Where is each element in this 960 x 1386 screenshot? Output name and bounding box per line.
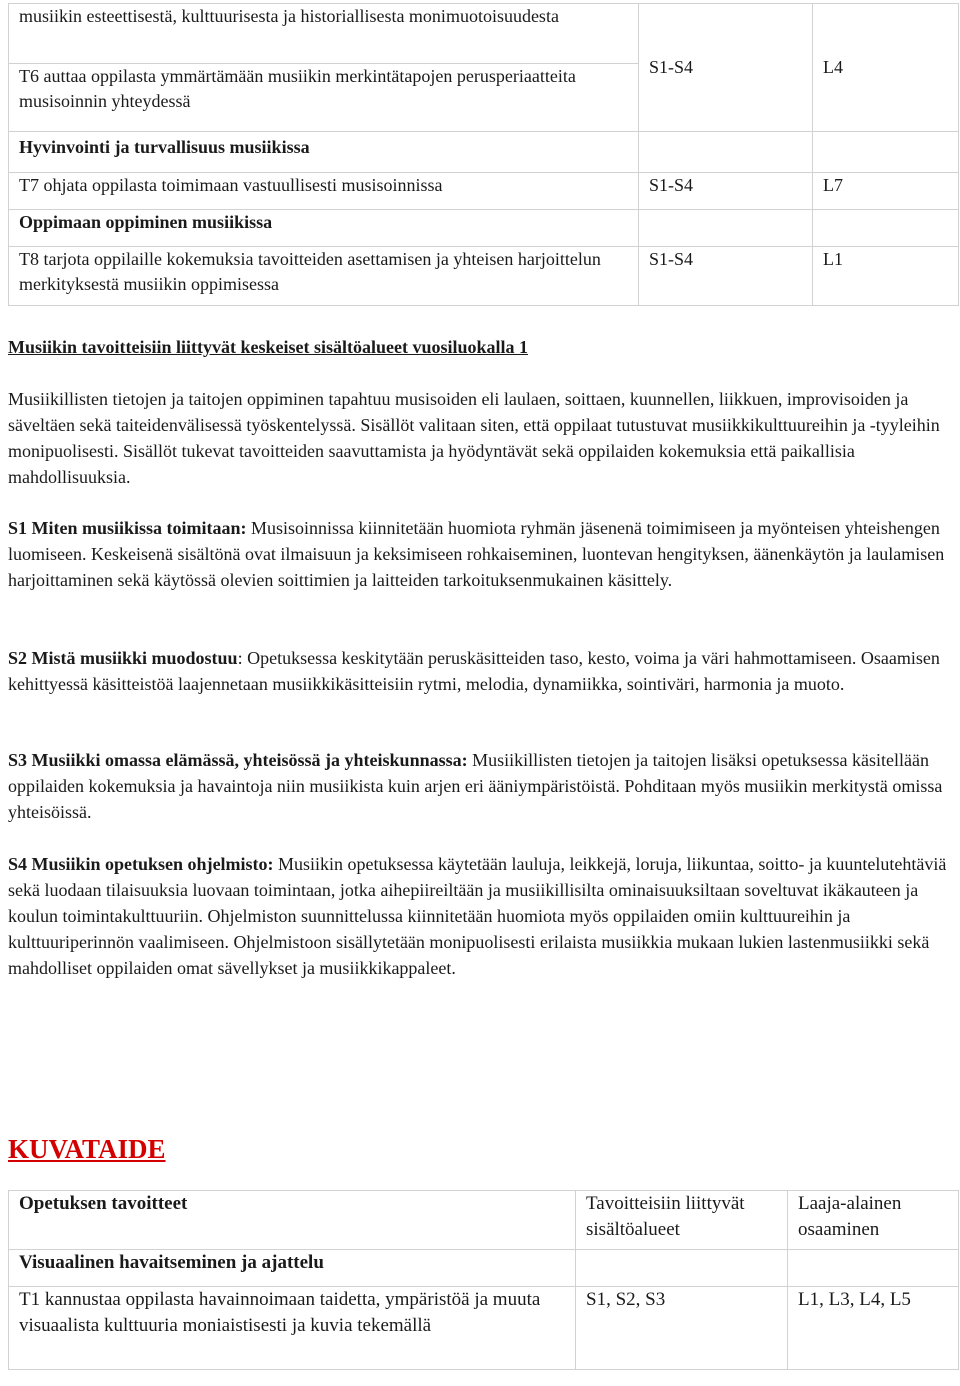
table-row [9, 247, 959, 306]
column-header-goals: Opetuksen tavoitteet [9, 1191, 576, 1250]
competence-cell: L1, L3, L4, L5 [788, 1287, 959, 1370]
empty-cell [788, 1250, 959, 1287]
paragraph-text: Musiikillisten tietojen ja taitojen lisäksi opetuksessa käsitellään oppilaiden kokemuksia ja havaintoja niin musiikista kuin arjen eri ääniympäristöistä. Pohditaan myös musiikin merkitystä omissa yhteisöissä. [8, 750, 943, 822]
goal-group-heading: Visuaalinen havaitseminen ja ajattelu [9, 1250, 576, 1287]
table-row [9, 4, 959, 64]
content-paragraph-s1 [8, 515, 952, 593]
art-goals-table [8, 1190, 959, 1370]
table-row [9, 132, 959, 173]
table-row [9, 210, 959, 247]
goal-group-heading: Oppimaan oppiminen musiikissa [9, 210, 639, 247]
paragraph-text: Musiikin opetuksessa käytetään lauluja, leikkejä, loruja, liikuntaa, soitto- ja kuuntelutehtäviä sekä luodaan tilaisuuksia luovaan toimintaan, jotka aihepiireiltään ja musiikillisilta ominaisuuksiltaan soveltuvat ikäkauteen ja koulun toimintakulttuuriin. Ohjelmiston suunnittelussa kiinnitetään huomiota myös oppilaiden omiin kulttuureihin ja kulttuuriperinnön vaalimiseen. Ohjelmistoon sisällytetään monipuolisesti erilaista musiikkia mukaan lukien lastenmusiikki sekä mahdolliset oppilaiden omat sävellykset ja musiikkikappaleet. [8, 854, 947, 978]
subject-heading-kuvataide: KUVATAIDE [8, 1134, 166, 1164]
goal-group-heading: Hyvinvointi ja turvallisuus musiikissa [9, 132, 639, 173]
goal-cell: T7 ohjata oppilasta toimimaan vastuullisesti musisoinnissa [9, 173, 639, 210]
content-cell: S1-S4 [639, 4, 813, 132]
paragraph-lead: S4 Musiikin opetuksen ohjelmisto: [8, 854, 274, 874]
paragraph-text: Musisoinnissa kiinnitetään huomiota ryhmän jäsenenä toimimiseen ja myönteisen yhteishengen luomiseen. Keskeisenä sisältönä ovat ilmaisuun ja keksimiseen rohkaiseminen, luontevan hengityksen, äänenkäytön ja laulamisen harjoittaminen sekä käytössä olevien soittimien ja laitteiden tarkoituksenmukainen käsittely. [8, 518, 945, 590]
goal-cell: T6 auttaa oppilasta ymmärtämään musiikin merkintätapojen perusperiaatteita musisoinnin yhteydessä [9, 64, 639, 132]
paragraph-lead: S3 Musiikki omassa elämässä, yhteisössä ja yhteiskunnassa: [8, 750, 468, 770]
empty-cell [813, 132, 959, 173]
content-cell: S1-S4 [639, 247, 813, 306]
empty-cell [813, 210, 959, 247]
intro-paragraph: Musiikillisten tietojen ja taitojen oppiminen tapahtuu musisoiden eli laulaen, soittaen, kuunnellen, liikkuen, improvisoiden ja säveltäen sekä taiteidenvälisessä työskentelyssä. Sisällöt valitaan siten, että oppilaat tutustuvat musiikkikulttuureihin ja -tyyleihin monipuolisesti. Sisällöt tukevat tavoitteiden saavuttamista ja hyödyntävät sekä oppilaiden kokemuksia että paikallisia mahdollisuuksia. [8, 389, 940, 487]
competence-cell: L4 [813, 4, 959, 132]
table-row [9, 1250, 959, 1287]
column-header-content: Tavoitteisiin liittyvät sisältöalueet [576, 1191, 788, 1250]
goal-cell: T1 kannustaa oppilasta havainnoimaan taidetta, ympäristöä ja muuta visuaalista kulttuuria moniaistisesti ja kuvia tekemällä [9, 1287, 576, 1370]
table-row [9, 1287, 959, 1370]
music-goals-table [8, 3, 959, 306]
table-row [9, 173, 959, 210]
table-header-row [9, 1191, 959, 1250]
goal-cell: musiikin esteettisestä, kulttuurisesta ja historiallisesta monimuotoisuudesta [9, 4, 639, 64]
empty-cell [576, 1250, 788, 1287]
paragraph-lead: S2 Mistä musiikki muodostuu [8, 648, 238, 668]
content-cell: S1-S4 [639, 173, 813, 210]
content-paragraph-s2 [8, 645, 952, 697]
section-title: Musiikin tavoitteisiin liittyvät keskeiset sisältöalueet vuosiluokalla 1 [8, 337, 529, 357]
content-paragraph-s3 [8, 747, 952, 825]
empty-cell [639, 210, 813, 247]
goal-cell: T8 tarjota oppilaille kokemuksia tavoitteiden asettamisen ja yhteisen harjoittelun merkityksestä musiikin oppimisessa [9, 247, 639, 306]
competence-cell: L7 [813, 173, 959, 210]
content-paragraph-s4 [8, 851, 952, 981]
paragraph-lead: S1 Miten musiikissa toimitaan: [8, 518, 247, 538]
empty-cell [639, 132, 813, 173]
content-cell: S1, S2, S3 [576, 1287, 788, 1370]
competence-cell: L1 [813, 247, 959, 306]
column-header-competence: Laaja-alainen osaaminen [788, 1191, 959, 1250]
paragraph-text: : Opetuksessa keskitytään peruskäsitteiden taso, kesto, voima ja väri hahmottamiseen. Osaamisen kehittyessä käsitteistöä laajennetaan musiikkikäsitteisiin rytmi, melodia, dynamiikka, sointiväri, harmonia ja muoto. [8, 648, 940, 694]
